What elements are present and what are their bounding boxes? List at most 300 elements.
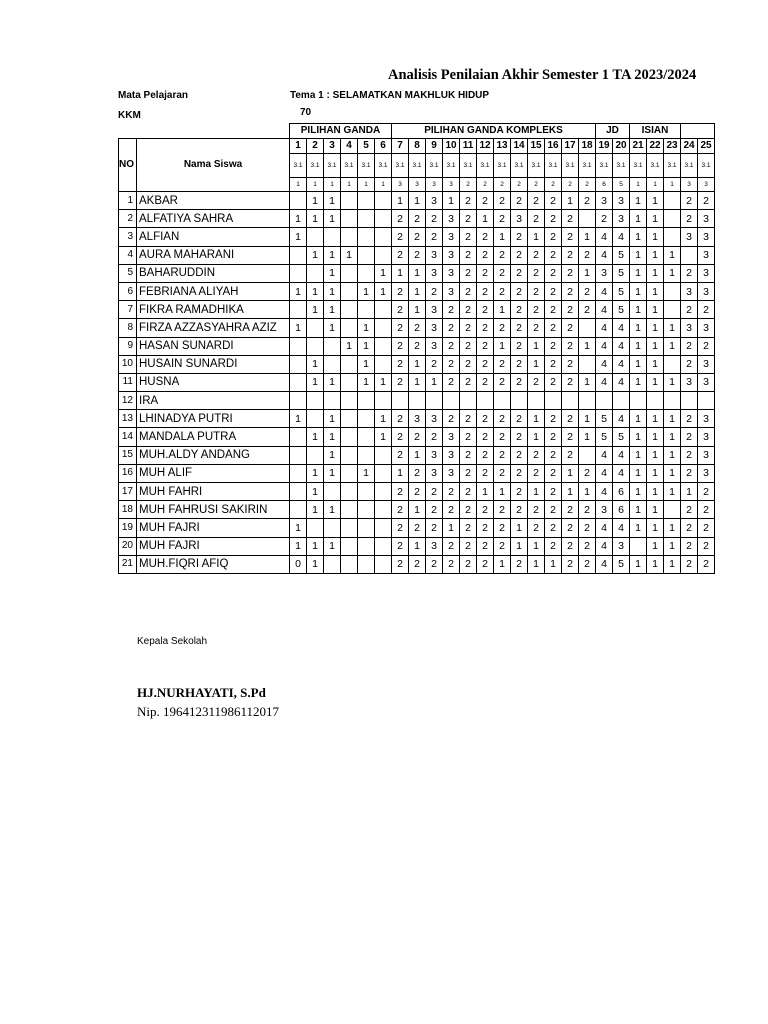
max-score: 3 — [392, 178, 409, 192]
score-cell: 1 — [647, 537, 664, 555]
score-cell: 1 — [647, 428, 664, 446]
score-cell: 2 — [511, 228, 528, 246]
student-name: HUSNA — [137, 373, 290, 391]
score-cell — [579, 319, 596, 337]
score-cell: 2 — [443, 501, 460, 519]
competency-code: 3.1 — [392, 154, 409, 178]
question-number: 8 — [409, 139, 426, 154]
score-cell — [681, 392, 698, 410]
table-row — [119, 392, 715, 410]
score-cell: 2 — [511, 446, 528, 464]
score-cell: 2 — [528, 301, 545, 319]
score-cell: 1 — [324, 210, 341, 228]
score-cell — [290, 337, 307, 355]
principal-nip: Nip. 196412311986112017 — [137, 704, 280, 719]
score-cell: 1 — [664, 446, 681, 464]
score-cell: 1 — [630, 337, 647, 355]
score-cell — [375, 519, 392, 537]
score-cell: 3 — [698, 319, 715, 337]
score-cell: 1 — [528, 555, 545, 573]
score-cell: 2 — [392, 537, 409, 555]
table-row — [119, 228, 715, 246]
score-cell: 1 — [409, 264, 426, 282]
score-cell: 2 — [511, 246, 528, 264]
score-cell: 2 — [528, 282, 545, 300]
student-name: BAHARUDDIN — [137, 264, 290, 282]
score-cell: 3 — [443, 210, 460, 228]
table-row — [119, 337, 715, 355]
student-name: HASAN SUNARDI — [137, 337, 290, 355]
score-cell — [358, 264, 375, 282]
student-name: MUH FAJRI — [137, 537, 290, 555]
score-cell: 2 — [579, 246, 596, 264]
score-cell: 3 — [681, 373, 698, 391]
score-cell — [579, 210, 596, 228]
table-row — [119, 301, 715, 319]
score-cell: 2 — [460, 410, 477, 428]
score-cell — [290, 392, 307, 410]
question-number: 1 — [290, 139, 307, 154]
score-cell: 3 — [613, 192, 630, 210]
score-cell: 2 — [545, 519, 562, 537]
score-cell: 1 — [477, 210, 494, 228]
score-cell: 2 — [460, 373, 477, 391]
score-cell — [307, 228, 324, 246]
score-cell: 1 — [630, 373, 647, 391]
score-cell: 2 — [477, 282, 494, 300]
score-cell: 2 — [528, 246, 545, 264]
score-cell: 1 — [630, 264, 647, 282]
score-cell: 1 — [324, 464, 341, 482]
score-cell: 1 — [528, 410, 545, 428]
max-score: 3 — [409, 178, 426, 192]
score-cell: 4 — [596, 464, 613, 482]
score-cell: 1 — [494, 337, 511, 355]
score-cell: 2 — [443, 301, 460, 319]
score-cell: 3 — [681, 282, 698, 300]
max-score: 2 — [511, 178, 528, 192]
table-row — [119, 210, 715, 228]
score-cell: 2 — [460, 210, 477, 228]
question-number: 5 — [358, 139, 375, 154]
score-cell: 2 — [511, 355, 528, 373]
score-cell: 2 — [443, 483, 460, 501]
score-cell: 1 — [290, 210, 307, 228]
score-cell: 2 — [409, 519, 426, 537]
score-cell: 2 — [562, 537, 579, 555]
score-cell: 3 — [443, 228, 460, 246]
score-cell — [358, 537, 375, 555]
question-number: 9 — [426, 139, 443, 154]
score-cell — [290, 428, 307, 446]
score-cell: 2 — [477, 301, 494, 319]
score-cell: 1 — [647, 246, 664, 264]
table-row — [119, 537, 715, 555]
question-number: 10 — [443, 139, 460, 154]
score-cell: 3 — [698, 373, 715, 391]
score-cell — [324, 392, 341, 410]
score-cell: 2 — [460, 537, 477, 555]
competency-code: 3.1 — [647, 154, 664, 178]
score-cell — [375, 483, 392, 501]
competency-code: 3.1 — [613, 154, 630, 178]
score-cell — [375, 210, 392, 228]
score-cell: 2 — [392, 246, 409, 264]
competency-code: 3.1 — [562, 154, 579, 178]
competency-code: 3.1 — [596, 154, 613, 178]
score-cell: 2 — [392, 428, 409, 446]
score-cell — [664, 355, 681, 373]
score-cell: 2 — [579, 519, 596, 537]
score-cell: 2 — [545, 446, 562, 464]
score-cell: 2 — [681, 519, 698, 537]
score-cell: 1 — [290, 228, 307, 246]
score-cell — [341, 537, 358, 555]
score-cell: 2 — [426, 501, 443, 519]
score-cell: 1 — [324, 246, 341, 264]
score-cell: 1 — [358, 282, 375, 300]
max-score: 1 — [630, 178, 647, 192]
score-cell: 1 — [324, 501, 341, 519]
score-cell — [545, 392, 562, 410]
score-cell: 2 — [460, 501, 477, 519]
score-cell: 4 — [613, 446, 630, 464]
competency-code: 3.1 — [290, 154, 307, 178]
score-cell: 2 — [528, 446, 545, 464]
student-name: FIKRA RAMADHIKA — [137, 301, 290, 319]
score-cell: 2 — [392, 501, 409, 519]
score-cell: 2 — [698, 501, 715, 519]
score-cell: 2 — [562, 264, 579, 282]
table-row — [119, 282, 715, 300]
score-cell: 1 — [664, 410, 681, 428]
score-cell: 2 — [681, 555, 698, 573]
score-cell: 1 — [307, 210, 324, 228]
score-cell — [341, 210, 358, 228]
table-row — [119, 519, 715, 537]
student-name: FEBRIANA ALIYAH — [137, 282, 290, 300]
score-cell: 4 — [596, 282, 613, 300]
student-number: 1 — [119, 192, 137, 210]
score-cell — [375, 355, 392, 373]
competency-code: 3.1 — [528, 154, 545, 178]
score-cell: 1 — [664, 519, 681, 537]
score-cell: 5 — [613, 428, 630, 446]
score-cell: 2 — [426, 555, 443, 573]
score-cell: 3 — [698, 228, 715, 246]
score-cell: 2 — [528, 501, 545, 519]
score-cell: 2 — [698, 519, 715, 537]
score-cell: 1 — [579, 483, 596, 501]
score-cell — [664, 192, 681, 210]
score-cell: 2 — [426, 355, 443, 373]
score-cell: 1 — [358, 319, 375, 337]
score-cell: 2 — [477, 192, 494, 210]
score-cell: 1 — [358, 464, 375, 482]
score-cell: 2 — [681, 428, 698, 446]
score-cell — [341, 282, 358, 300]
score-cell: 2 — [460, 319, 477, 337]
score-cell — [290, 192, 307, 210]
principal-name: HJ.NURHAYATI, S.Pd — [137, 685, 266, 700]
score-cell: 5 — [613, 301, 630, 319]
max-score: 2 — [545, 178, 562, 192]
score-cell: 2 — [460, 555, 477, 573]
score-cell: 6 — [613, 483, 630, 501]
score-cell — [341, 519, 358, 537]
score-cell — [358, 410, 375, 428]
score-cell: 1 — [409, 537, 426, 555]
score-cell: 3 — [681, 319, 698, 337]
score-cell: 2 — [545, 264, 562, 282]
score-cell: 1 — [647, 337, 664, 355]
score-cell: 3 — [426, 537, 443, 555]
competency-code: 3.1 — [511, 154, 528, 178]
score-cell: 2 — [545, 228, 562, 246]
max-score: 1 — [358, 178, 375, 192]
score-cell: 2 — [477, 410, 494, 428]
score-cell: 2 — [528, 192, 545, 210]
competency-code: 3.1 — [494, 154, 511, 178]
student-number: 17 — [119, 483, 137, 501]
score-cell: 1 — [307, 373, 324, 391]
score-cell: 1 — [579, 428, 596, 446]
score-cell — [358, 228, 375, 246]
score-cell — [664, 228, 681, 246]
score-cell — [358, 246, 375, 264]
score-cell: 2 — [528, 319, 545, 337]
score-cell: 1 — [409, 446, 426, 464]
score-cell — [341, 392, 358, 410]
score-cell: 3 — [613, 537, 630, 555]
score-cell: 2 — [545, 428, 562, 446]
score-cell: 4 — [596, 537, 613, 555]
score-cell: 2 — [562, 410, 579, 428]
score-cell — [341, 555, 358, 573]
max-score: 1 — [290, 178, 307, 192]
competency-code: 3.1 — [698, 154, 715, 178]
table-row — [119, 264, 715, 282]
score-cell: 2 — [545, 282, 562, 300]
score-cell: 2 — [443, 410, 460, 428]
score-cell: 2 — [511, 319, 528, 337]
score-cell — [290, 483, 307, 501]
score-cell: 2 — [511, 337, 528, 355]
score-cell: 3 — [426, 192, 443, 210]
score-cell — [630, 392, 647, 410]
score-cell: 2 — [392, 519, 409, 537]
score-cell — [341, 192, 358, 210]
score-cell: 4 — [613, 410, 630, 428]
score-cell: 1 — [630, 246, 647, 264]
score-cell: 3 — [426, 246, 443, 264]
score-cell: 2 — [681, 301, 698, 319]
score-cell: 3 — [698, 210, 715, 228]
table-row — [119, 355, 715, 373]
theme-label: Tema 1 : SELAMATKAN MAKHLUK HIDUP — [290, 90, 490, 101]
score-cell — [664, 501, 681, 519]
score-cell — [375, 446, 392, 464]
question-number: 17 — [562, 139, 579, 154]
question-number: 19 — [596, 139, 613, 154]
score-cell: 2 — [545, 373, 562, 391]
question-number: 23 — [664, 139, 681, 154]
score-cell: 4 — [596, 519, 613, 537]
score-cell: 2 — [579, 464, 596, 482]
score-cell: 2 — [545, 210, 562, 228]
question-number: 14 — [511, 139, 528, 154]
score-cell: 4 — [596, 228, 613, 246]
score-cell: 2 — [511, 192, 528, 210]
question-number: 21 — [630, 139, 647, 154]
score-cell: 1 — [409, 501, 426, 519]
score-cell: 1 — [290, 319, 307, 337]
student-number: 6 — [119, 282, 137, 300]
score-cell: 1 — [477, 483, 494, 501]
score-cell: 1 — [579, 264, 596, 282]
kkm-label: KKM — [118, 110, 141, 121]
score-cell: 2 — [477, 519, 494, 537]
score-cell: 2 — [698, 555, 715, 573]
score-cell: 2 — [562, 519, 579, 537]
score-cell: 2 — [477, 319, 494, 337]
score-cell — [375, 537, 392, 555]
score-cell: 2 — [426, 228, 443, 246]
score-cell: 3 — [698, 464, 715, 482]
student-number: 18 — [119, 501, 137, 519]
competency-code: 3.1 — [664, 154, 681, 178]
score-cell: 1 — [409, 373, 426, 391]
score-cell — [579, 446, 596, 464]
score-cell: 2 — [409, 246, 426, 264]
score-cell: 2 — [460, 228, 477, 246]
score-cell: 4 — [613, 373, 630, 391]
competency-code: 3.1 — [477, 154, 494, 178]
principal-position: Kepala Sekolah — [137, 636, 208, 647]
score-cell: 2 — [392, 337, 409, 355]
score-cell: 5 — [613, 246, 630, 264]
score-cell: 2 — [494, 319, 511, 337]
score-cell: 1 — [562, 192, 579, 210]
student-name: MUH FAJRI — [137, 519, 290, 537]
score-cell: 2 — [681, 337, 698, 355]
question-number: 22 — [647, 139, 664, 154]
score-cell — [324, 337, 341, 355]
score-cell — [324, 483, 341, 501]
score-cell: 1 — [511, 519, 528, 537]
max-score: 2 — [460, 178, 477, 192]
score-cell: 1 — [647, 210, 664, 228]
score-cell: 2 — [681, 537, 698, 555]
score-cell: 2 — [562, 446, 579, 464]
score-cell — [341, 373, 358, 391]
student-number: 21 — [119, 555, 137, 573]
student-number: 15 — [119, 446, 137, 464]
score-cell: 2 — [545, 537, 562, 555]
score-cell: 2 — [698, 537, 715, 555]
score-cell — [358, 301, 375, 319]
score-cell: 3 — [698, 428, 715, 446]
score-cell: 4 — [613, 228, 630, 246]
score-cell: 3 — [443, 246, 460, 264]
score-cell: 2 — [545, 319, 562, 337]
score-cell: 2 — [494, 282, 511, 300]
score-cell: 2 — [545, 246, 562, 264]
score-cell: 2 — [477, 337, 494, 355]
score-cell — [290, 355, 307, 373]
max-score: 2 — [579, 178, 596, 192]
score-cell — [426, 392, 443, 410]
score-cell — [341, 264, 358, 282]
score-cell — [664, 301, 681, 319]
score-cell: 2 — [681, 464, 698, 482]
question-number: 16 — [545, 139, 562, 154]
score-cell — [358, 446, 375, 464]
score-cell: 1 — [647, 446, 664, 464]
score-cell — [290, 246, 307, 264]
score-cell: 2 — [426, 428, 443, 446]
score-cell: 2 — [392, 301, 409, 319]
score-cell: 1 — [630, 282, 647, 300]
score-cell: 2 — [545, 192, 562, 210]
score-cell: 1 — [307, 428, 324, 446]
score-cell: 4 — [596, 337, 613, 355]
group-header: PILIHAN GANDA — [290, 124, 392, 139]
score-cell: 1 — [392, 464, 409, 482]
score-cell — [375, 319, 392, 337]
max-score: 1 — [664, 178, 681, 192]
score-cell: 2 — [698, 192, 715, 210]
score-cell: 1 — [562, 483, 579, 501]
question-number: 15 — [528, 139, 545, 154]
score-cell: 2 — [477, 446, 494, 464]
student-name: ALFATIYA SAHRA — [137, 210, 290, 228]
competency-code: 3.1 — [324, 154, 341, 178]
score-cell: 1 — [307, 537, 324, 555]
student-name: MUH ALIF — [137, 464, 290, 482]
score-cell — [664, 210, 681, 228]
score-cell: 2 — [681, 355, 698, 373]
score-cell: 2 — [494, 355, 511, 373]
score-cell: 2 — [409, 555, 426, 573]
score-cell — [477, 392, 494, 410]
score-cell: 2 — [477, 555, 494, 573]
score-cell: 1 — [409, 355, 426, 373]
score-cell: 1 — [664, 537, 681, 555]
score-cell: 3 — [511, 210, 528, 228]
score-cell: 3 — [698, 446, 715, 464]
score-cell: 2 — [545, 301, 562, 319]
score-cell: 1 — [290, 282, 307, 300]
group-header: ISIAN — [630, 124, 681, 139]
score-cell: 2 — [494, 464, 511, 482]
name-header: Nama Siswa — [137, 139, 290, 192]
score-cell: 3 — [426, 337, 443, 355]
group-header: JD — [596, 124, 630, 139]
score-cell: 2 — [460, 355, 477, 373]
score-cell: 2 — [579, 555, 596, 573]
score-cell: 1 — [647, 264, 664, 282]
score-cell: 2 — [426, 210, 443, 228]
score-cell: 2 — [494, 210, 511, 228]
score-cell: 1 — [494, 301, 511, 319]
score-cell: 2 — [579, 301, 596, 319]
score-cell: 1 — [630, 501, 647, 519]
student-name: ALFIAN — [137, 228, 290, 246]
score-cell: 2 — [460, 192, 477, 210]
score-cell: 2 — [392, 282, 409, 300]
max-score: 3 — [426, 178, 443, 192]
